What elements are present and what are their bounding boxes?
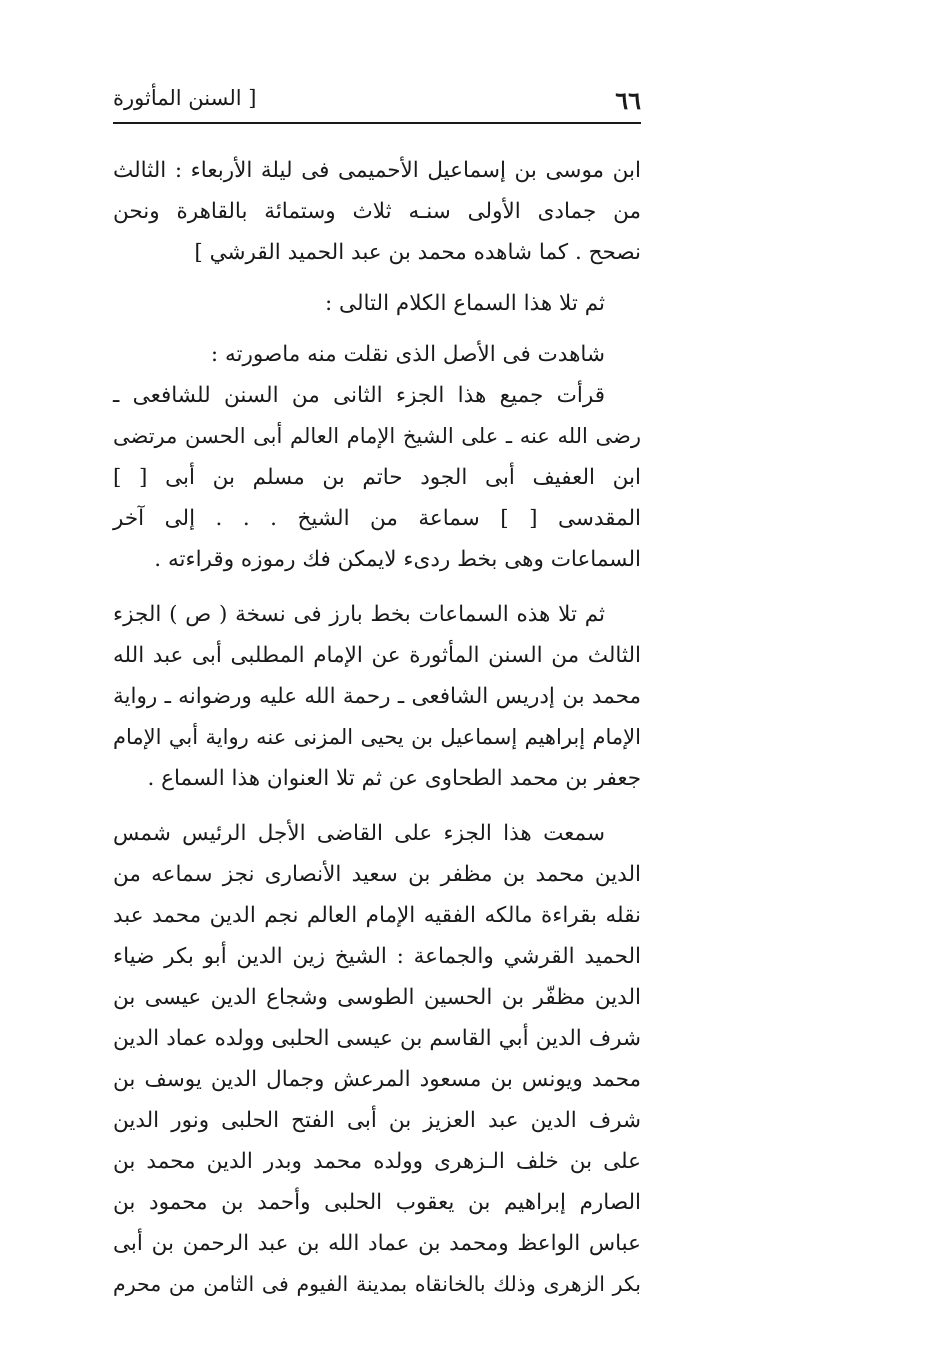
text-line: ابن موسى بن إسماعيل الأحميمى فى ليلة الأربعاء : الثالث xyxy=(113,158,641,183)
paragraph-3 xyxy=(113,334,641,580)
text-line: ابن العفيف أبى الجود حاتم بن مسلم بن أبى [ ] xyxy=(113,465,641,490)
text-line: بكر الزهرى وذلك بالخانقاه بمدينة الفيوم فى الثامن من محرم xyxy=(113,1272,641,1296)
text-line: الدين مظفّر بن الحسين الطوسى وشجاع الدين عيسى بن xyxy=(113,985,641,1010)
text-line: محمد بن إدريس الشافعى ـ رحمة الله عليه ورضوانه ـ رواية xyxy=(113,684,641,709)
body-text xyxy=(113,150,641,1305)
text-line: قرأت جميع هذا الجزء الثانى من السنن للشافعى ـ xyxy=(113,383,605,408)
paragraph-4 xyxy=(113,594,641,799)
text-line: الصارم إبراهيم بن يعقوب الحلبى وأحمد بن محمود بن xyxy=(113,1190,641,1215)
page-number: ٦٦ xyxy=(615,86,641,115)
text-line: السماعات وهى بخط ردىء لايمكن فك رموزه وقراءته . xyxy=(154,547,641,572)
text-line: سمعت هذا الجزء على القاضى الأجل الرئيس شمس xyxy=(113,821,605,846)
text-line: محمد ويونس بن مسعود المرعش وجمال الدين يوسف بن xyxy=(113,1067,641,1092)
text-line: على بن خلف الـزهرى وولده محمد وبدر الدين محمد بن xyxy=(113,1149,641,1174)
header-divider xyxy=(113,122,641,124)
text-line: الإمام إبراهيم إسماعيل بن يحيى المزنى عنه رواية أبي الإمام xyxy=(113,725,641,749)
text-line: المقدسى [ ] سماعة من الشيخ . . . إلى آخر xyxy=(113,506,641,531)
page-header xyxy=(113,80,641,120)
text-line: رضى الله عنه ـ على الشيخ الإمام العالم أبى الحسن مرتضى xyxy=(113,424,641,448)
text-line: نقله بقراءة مالكه الفقيه الإمام العالم نجم الدين محمد عبد xyxy=(113,903,641,928)
text-line: شاهدت فى الأصل الذى نقلت منه ماصورته : xyxy=(210,342,605,367)
text-line: عباس الواعظ ومحمد بن عماد الله بن عبد الرحمن بن أبى xyxy=(113,1231,641,1256)
paragraph-2 xyxy=(113,283,641,324)
running-title: [ السنن المأثورة xyxy=(113,86,257,110)
text-line: نصحح . كما شاهده محمد بن عبد الحميد القرشي ] xyxy=(194,240,641,265)
text-line: جعفر بن محمد الطحاوى عن ثم تلا العنوان هذا السماع . xyxy=(147,766,641,791)
paragraph-1 xyxy=(113,150,641,273)
text-line: ثم تلا هذا السماع الكلام التالى : xyxy=(324,291,605,316)
text-line: شرف الدين أبي القاسم بن عيسى الحلبى وولده عماد الدين xyxy=(113,1026,641,1051)
text-line: من جمادى الأولى سنـه ثلاث وستمائة بالقاهرة ونحن xyxy=(113,199,641,224)
paragraph-5 xyxy=(113,813,641,1305)
text-line: الثالث من السنن المأثورة عن الإمام المطلبى أبى عبد الله xyxy=(113,643,641,668)
text-line: الحميد القرشي والجماعة : الشيخ زين الدين أبو بكر ضياء xyxy=(113,944,641,969)
text-line: ثم تلا هذه السماعات بخط بارز فى نسخة ( ص ) الجزء xyxy=(113,602,605,627)
text-line: شرف الدين عبد العزيز بن أبى الفتح الحلبى ونور الدين xyxy=(113,1108,641,1133)
text-line: الدين محمد بن مظفر بن سعيد الأنصارى نجز سماعه من xyxy=(113,862,641,887)
